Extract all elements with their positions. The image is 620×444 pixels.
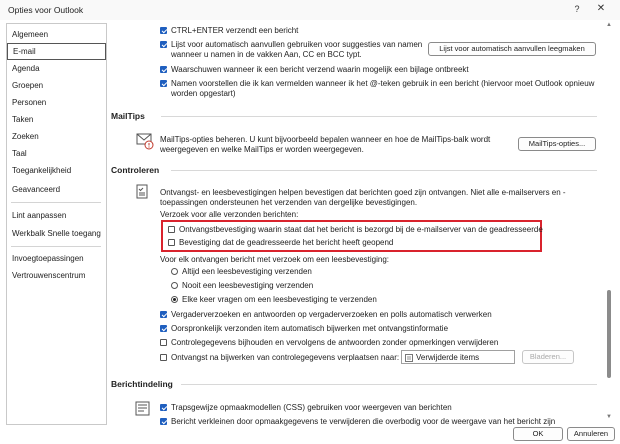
radio-never[interactable] [171, 282, 178, 289]
sidebar-item-vertrouwenscentrum[interactable]: Vertrouwenscentrum [12, 271, 86, 280]
cancel-button[interactable]: Annuleren [567, 427, 615, 441]
sidebar-item-geavanceerd[interactable]: Geavanceerd [12, 185, 61, 194]
folder-field[interactable] [401, 350, 515, 364]
help-button[interactable]: ? [574, 4, 580, 14]
options-sidebar [6, 23, 107, 425]
autocomplete-label: Lijst voor automatisch aanvullen gebruiken voor suggesties van namen [171, 40, 423, 49]
sidebar-item-toegankelijkheid[interactable]: Toegankelijkheid [12, 166, 72, 175]
process-meeting-label: Vergaderverzoeken en antwoorden op vergaderverzoeken en polls automatisch verwerken [171, 310, 492, 319]
sidebar-item-personen[interactable]: Personen [12, 98, 47, 107]
read-receipt-checkbox[interactable] [168, 239, 175, 246]
mailtips-description-line2: weergegeven en welke MailTips er worden weergegeven. [160, 145, 364, 154]
radio-always[interactable] [171, 268, 178, 275]
tracking-description: Ontvangst- en leesbevestigingen helpen bevestigen dat berichten goed zijn ontvangen. Niet alle e-mailservers en - [160, 188, 566, 197]
close-button[interactable]: ✕ [596, 3, 606, 14]
radio-ask-label: Elke keer vragen om een leesbevestiging te verzenden [182, 295, 377, 304]
tracking-icon [135, 184, 151, 200]
sidebar-divider [11, 246, 101, 247]
suggest-names-label-line2: worden opgestart) [171, 89, 236, 98]
title-bar [0, 0, 620, 20]
autocomplete-label-line2: wanneer u namen in de vakken Aan, CC en BCC typt. [171, 50, 362, 59]
sidebar-item-taken[interactable]: Taken [12, 115, 34, 124]
sidebar-divider [11, 202, 101, 203]
mailtips-options-button[interactable]: MailTips-opties... [518, 137, 596, 151]
tracking-description-line2: toepassingen ondersteunen het verzenden van dergelijke bevestigingen. [160, 198, 418, 207]
update-original-checkbox[interactable] [160, 325, 167, 332]
scroll-down-icon[interactable]: ▼ [606, 414, 612, 420]
browse-button[interactable]: Bladeren... [522, 350, 574, 364]
sidebar-item-email[interactable]: E-mail [7, 43, 106, 60]
email-options-pane [109, 20, 601, 426]
move-receipts-label: Ontvangst na bijwerken van controlegegevens verplaatsen naar: [171, 353, 400, 362]
ok-button[interactable]: OK [513, 427, 563, 441]
sidebar-item-zoeken[interactable]: Zoeken [12, 132, 39, 141]
warn-attachment-label: Waarschuwen wanneer ik een bericht verzend waarin mogelijk een bijlage ontbreekt [171, 65, 469, 74]
section-divider [161, 116, 597, 117]
reduce-checkbox[interactable] [160, 418, 167, 425]
radio-ask[interactable] [171, 296, 178, 303]
for-each-received-label: Voor elk ontvangen bericht met verzoek om een leesbevestiging: [160, 255, 390, 264]
delivery-receipt-label: Ontvangstbevestiging waarin staat dat het bericht is bezorgd bij de e-mailserver van de geadresseerde [179, 225, 543, 234]
section-divider [181, 384, 597, 385]
mailtips-icon [136, 132, 154, 150]
formatting-heading: Berichtindeling [111, 379, 173, 389]
tracking-heading: Controleren [111, 165, 160, 175]
update-tracking-label: Controlegegevens bijhouden en vervolgens de antwoorden zonder opmerkingen verwijderen [171, 338, 499, 347]
delivery-receipt-checkbox[interactable] [168, 226, 175, 233]
sidebar-item-werkbalk[interactable]: Werkbalk Snelle toegang [12, 229, 101, 238]
for-all-sent-label: Verzoek voor alle verzonden berichten: [160, 210, 299, 219]
content-scrollbar[interactable] [604, 22, 614, 424]
suggest-names-checkbox[interactable] [160, 80, 167, 87]
scroll-up-icon[interactable]: ▲ [606, 22, 612, 28]
suggest-names-label: Namen voorstellen die ik kan vermelden wanneer ik het @-teken gebruik in een bericht (hiervoor moet Outlook opnieuw [171, 79, 595, 88]
update-tracking-checkbox[interactable] [160, 339, 167, 346]
mailtips-description: MailTips-opties beheren. U kunt bijvoorbeeld bepalen wanneer en hoe de MailTips-balk wordt [160, 135, 491, 144]
reduce-label: Bericht verkleinen door opmaakgegevens te verwijderen die overbodig voor de weergave van het bericht zijn [171, 417, 556, 426]
sidebar-item-lint-aanpassen[interactable]: Lint aanpassen [12, 211, 67, 220]
move-receipts-checkbox[interactable] [160, 354, 167, 361]
autocomplete-checkbox[interactable] [160, 41, 167, 48]
folder-icon [405, 354, 413, 362]
scrollbar-thumb[interactable] [607, 290, 611, 378]
formatting-icon [135, 401, 151, 417]
css-label: Trapsgewijze opmaakmodellen (CSS) gebruiken voor weergeven van berichten [171, 403, 452, 412]
ctrl-enter-checkbox[interactable] [160, 27, 167, 34]
sidebar-item-taal[interactable]: Taal [12, 149, 27, 158]
process-meeting-checkbox[interactable] [160, 311, 167, 318]
sidebar-item-agenda[interactable]: Agenda [12, 64, 40, 73]
clear-autocomplete-button[interactable]: Lijst voor automatisch aanvullen leegmaken [428, 42, 596, 56]
radio-never-label: Nooit een leesbevestiging verzenden [182, 281, 314, 290]
radio-always-label: Altijd een leesbevestiging verzenden [182, 267, 312, 276]
warn-attachment-checkbox[interactable] [160, 66, 167, 73]
mailtips-heading: MailTips [111, 111, 145, 121]
sidebar-item-groepen[interactable]: Groepen [12, 81, 44, 90]
folder-value: Verwijderde items [416, 353, 480, 362]
update-original-label: Oorspronkelijk verzonden item automatisch bijwerken met ontvangstinformatie [171, 324, 449, 333]
section-divider [171, 170, 597, 171]
css-checkbox[interactable] [160, 404, 167, 411]
sidebar-item-invoegtoepassingen[interactable]: Invoegtoepassingen [12, 254, 84, 263]
read-receipt-label: Bevestiging dat de geadresseerde het bericht heeft geopend [179, 238, 394, 247]
ctrl-enter-label: CTRL+ENTER verzendt een bericht [171, 26, 299, 35]
sidebar-item-algemeen[interactable]: Algemeen [12, 30, 49, 39]
window-title: Opties voor Outlook [8, 5, 84, 15]
